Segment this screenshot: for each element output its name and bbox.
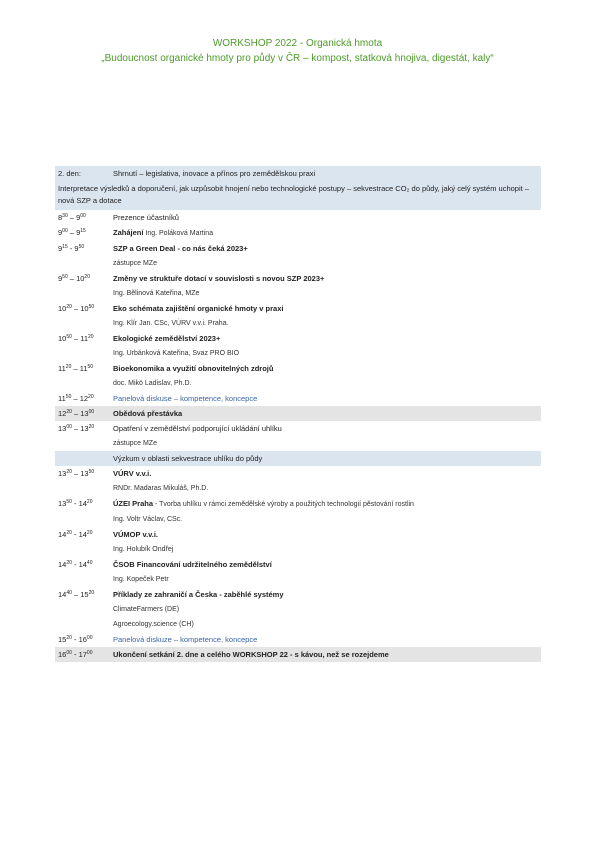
header-title: WORKSHOP 2022 - Organická hmota: [212, 38, 383, 49]
time-start-minutes: 20: [66, 409, 72, 415]
time-range: $8^{30} - 9^{00}$: [58, 213, 86, 222]
time-end-minutes: 20: [86, 530, 93, 536]
time-end-minutes: 50: [88, 469, 95, 475]
program-row: [55, 210, 541, 225]
time-start-minutes: 20: [66, 304, 72, 310]
session-name: Eko schémata zajištění organické hmoty v praxi: [113, 304, 284, 313]
speaker-name: zástupce MZe: [113, 260, 157, 267]
session-title: [113, 466, 541, 481]
time-start-minutes: 20: [65, 364, 72, 370]
program-rows: [55, 210, 541, 662]
program-row: [55, 587, 541, 602]
program-row: [55, 271, 541, 286]
session-name: Prezence účastníků: [113, 213, 179, 222]
time-range: $14^{40} - 15^{20}$: [58, 590, 95, 599]
session-name: Zahájení: [113, 228, 144, 237]
time-range: $13^{20} - 13^{50}$: [58, 469, 95, 478]
program-table: [55, 166, 541, 662]
session-title: [113, 421, 541, 436]
session-title: [113, 557, 541, 572]
session-title: [113, 210, 541, 225]
time-range: $11^{50} - 12^{20}$: [58, 394, 94, 403]
speaker-name: ClimateFarmers (DE): [113, 606, 180, 613]
time-range: $13^{00} - 13^{20}$: [58, 424, 95, 433]
day-intro-row: [55, 181, 541, 210]
time-end-minutes: 20: [88, 334, 94, 340]
speaker-name: Ing. Kopeček Petr: [113, 576, 169, 583]
document-header: [0, 36, 595, 66]
program-row: [55, 557, 541, 572]
time-range: $10^{20} - 10^{50}$: [58, 304, 95, 313]
session-title: [113, 496, 541, 512]
time-end-minutes: 00: [88, 409, 95, 415]
speaker-name: RNDr. Madaras Mikuláš, Ph.D.: [113, 485, 209, 492]
time-range: $9^{15} - 9^{50}$: [58, 244, 85, 253]
time-end-minutes: 20: [86, 499, 93, 505]
session-title: [113, 301, 541, 316]
program-row: [55, 301, 541, 316]
time-start-minutes: 00: [62, 228, 68, 234]
day-label: 2. den:: [58, 169, 81, 178]
program-row: [55, 391, 541, 406]
session-name: VÚRV v.v.i.: [113, 469, 152, 478]
session-name: ČSOB Financování udržitelného zemědělství: [113, 560, 272, 569]
section-heading-row: [55, 451, 541, 466]
time-start-minutes: 15: [62, 244, 68, 250]
session-name: Opatření v zemědělství podporující ukládání uhlíku: [113, 424, 282, 433]
speaker-name: Ing. Bělinová Kateřina, MZe: [113, 290, 200, 297]
session-name: Bioekonomika a využití obnovitelných zdrojů: [113, 364, 274, 373]
speaker-row: [55, 512, 541, 527]
time-end-minutes: 50: [78, 244, 85, 250]
speaker-row: [55, 617, 541, 632]
session-title: [113, 271, 541, 286]
day-title: Shrnutí – legislativa, inovace a přínos pro zemědělskou praxi: [113, 169, 316, 178]
time-end-minutes: 00: [86, 635, 93, 641]
speaker-name: zástupce MZe: [113, 440, 157, 447]
program-row: [55, 466, 541, 481]
time-end-minutes: 15: [80, 228, 86, 234]
time-start-minutes: 50: [62, 274, 68, 280]
time-end-minutes: 50: [88, 304, 95, 310]
session-title: [113, 391, 541, 406]
time-range: $14^{20} - 14^{40}$: [58, 560, 93, 569]
time-end-minutes: 50: [87, 364, 94, 370]
day-intro: Interpretace výsledků a doporučení, jak uzpůsobit hnojení nebo technologické postupy – sekvestrace CO₂ do půdy, jaký celý systém uchopit – nová SZP a dotace: [58, 184, 529, 205]
session-title: [113, 406, 541, 421]
speaker-row: [55, 256, 541, 271]
session-title: [113, 587, 541, 602]
time-start-minutes: 00: [66, 424, 72, 430]
session-name: Panelová diskuse – kompetence, koncepce: [113, 394, 258, 403]
time-range: $14^{20} - 14^{20}$: [58, 530, 93, 539]
session-inline-note: Ing. Poláková Martina: [143, 230, 214, 237]
speaker-row: [55, 346, 541, 361]
time-start-minutes: 20: [66, 530, 72, 536]
speaker-row: [55, 542, 541, 557]
session-name: Ekologické zemědělství 2023+: [113, 334, 221, 343]
speaker-name: Ing. Voltr Václav, CSc.: [113, 516, 183, 523]
time-range: $13^{50} - 14^{20}$: [58, 499, 93, 508]
session-title: [113, 361, 541, 376]
time-start-minutes: 50: [66, 499, 72, 505]
session-name: Změny ve struktuře dotací v souvislosti s novou SZP 2023+: [113, 274, 325, 283]
time-start-minutes: 20: [66, 635, 72, 641]
program-row: [55, 225, 541, 241]
time-range: $10^{50} - 11^{20}$: [58, 334, 94, 343]
program-row: [55, 331, 541, 346]
speaker-name: Ing. Holubík Ondřej: [113, 546, 174, 553]
speaker-row: [55, 436, 541, 451]
day-heading-row: [55, 166, 541, 181]
time-range: $15^{20} - 16^{00}$: [58, 635, 93, 644]
session-title: [113, 241, 541, 256]
speaker-name: Ing. Klír Jan. CSc, VÚRV v.v.i. Praha.: [113, 320, 229, 327]
time-end-minutes: 20: [84, 274, 90, 280]
time-start-minutes: 30: [62, 213, 68, 219]
session-name: VÚMOP v.v.i.: [113, 530, 159, 539]
program-row: [55, 632, 541, 647]
time-start-minutes: 40: [66, 590, 72, 596]
time-start-minutes: 20: [66, 560, 72, 566]
program-row: [55, 647, 541, 662]
speaker-row: [55, 286, 541, 301]
time-start-minutes: 50: [66, 334, 72, 340]
speaker-row: [55, 376, 541, 391]
program-row: [55, 421, 541, 436]
program-row: [55, 496, 541, 512]
session-name: SZP a Green Deal - co nás čeká 2023+: [113, 244, 248, 253]
time-start-minutes: 20: [66, 469, 72, 475]
program-row: [55, 406, 541, 421]
speaker-row: [55, 602, 541, 617]
session-name: Panelová diskuze – kompetence, koncepce: [113, 635, 258, 644]
session-name: Obědová přestávka: [113, 409, 183, 418]
session-inline-note: - Tvorba uhlíku v rámci zemědělské výroby a použitých technologií pěstování rostlin: [153, 501, 414, 508]
time-range: $11^{20} - 11^{50}$: [58, 364, 94, 373]
program-row: [55, 527, 541, 542]
time-end-minutes: 20: [88, 590, 95, 596]
time-end-minutes: 20: [88, 394, 94, 400]
time-end-minutes: 00: [80, 213, 86, 219]
section-title: Výzkum v oblasti sekvestrace uhlíku do půdy: [113, 454, 263, 463]
session-name: ÚZEI Praha: [113, 499, 154, 508]
time-end-minutes: 00: [86, 650, 93, 656]
time-end-minutes: 20: [88, 424, 95, 430]
speaker-name: doc. Mikö Ladislav, Ph.D.: [113, 380, 192, 387]
session-name: Ukončení setkání 2. dne a celého WORKSHOP 22 - s kávou, než se rozejdeme: [113, 650, 389, 659]
speaker-row: [55, 481, 541, 496]
session-title: [113, 331, 541, 346]
speaker-name: Agroecology.science (CH): [113, 621, 194, 628]
time-start-minutes: 00: [66, 650, 72, 656]
speaker-name: Ing. Urbánková Kateřina, Svaz PRO BIO: [113, 350, 240, 357]
header-subtitle: „Budoucnost organické hmoty pro půdy v ČR – kompost, statková hnojiva, digestát, kaly“: [101, 53, 494, 64]
speaker-row: [55, 316, 541, 331]
session-title: [113, 527, 541, 542]
program-row: [55, 241, 541, 256]
program-row: [55, 361, 541, 376]
time-range: $16^{00} - 17^{00}$: [58, 650, 93, 659]
session-title: [113, 632, 541, 647]
session-title: [113, 647, 541, 662]
time-range: $9^{00} - 9^{15}$: [58, 228, 86, 237]
session-title: [113, 225, 541, 241]
speaker-row: [55, 572, 541, 587]
session-name: Příklady ze zahraničí a Česka - zaběhlé systémy: [113, 590, 284, 599]
time-end-minutes: 40: [86, 560, 93, 566]
time-range: $9^{50} - 10^{20}$: [58, 274, 90, 283]
time-start-minutes: 50: [65, 394, 72, 400]
time-range: $12^{20} - 13^{00}$: [58, 409, 95, 418]
